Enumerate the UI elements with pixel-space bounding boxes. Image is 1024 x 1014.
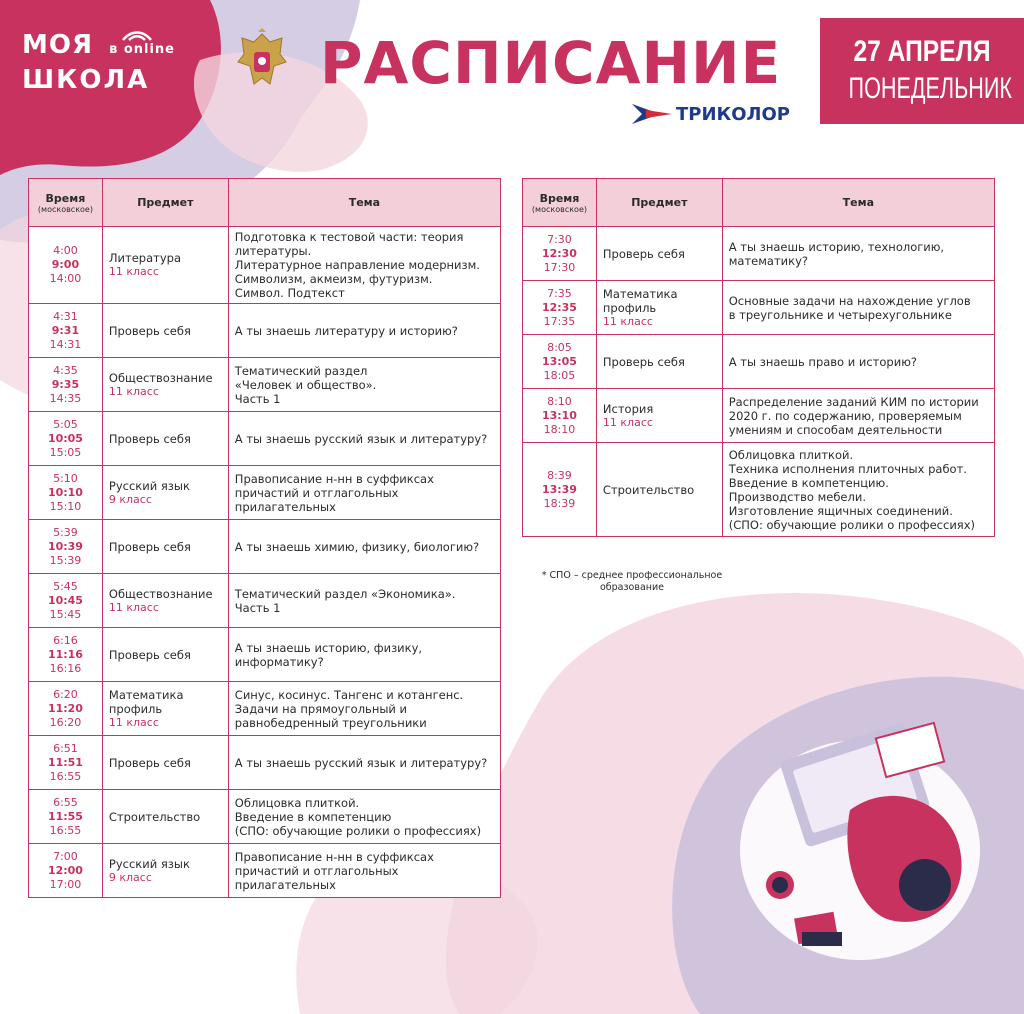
- schedule-row: [523, 389, 995, 443]
- topic-line: А ты знаешь историю, физику,: [234, 640, 423, 655]
- subject-cell: [102, 736, 228, 790]
- moscow-time: 12:35: [541, 300, 577, 314]
- subject-name: Проверь себя: [602, 246, 685, 261]
- schedule-row: [29, 628, 501, 682]
- header-subject: Предмет: [596, 179, 722, 227]
- brand-name: ТРИКОЛОР: [676, 103, 790, 125]
- logo-word-moya: МОЯ: [22, 30, 93, 60]
- topic-cell: [722, 281, 994, 335]
- schedule-row: [523, 335, 995, 389]
- time-cell: [29, 736, 103, 790]
- topic-cell: [228, 358, 500, 412]
- topic-cell: [228, 790, 500, 844]
- topic-line: Облицовка плиткой.: [728, 447, 854, 462]
- local-time: 17:30: [543, 260, 576, 274]
- topic-line: Литературное направление модернизм.: [234, 258, 480, 272]
- local-time: 16:55: [49, 769, 82, 783]
- topic-line: А ты знаешь русский язык и литературу?: [234, 755, 488, 770]
- topic-line: (СПО: обучающие ролики о профессиях): [234, 823, 482, 838]
- moscow-time: 9:35: [51, 377, 80, 391]
- schedule-row: [29, 227, 501, 304]
- local-time: 16:16: [49, 661, 82, 675]
- local-time: 18:10: [543, 422, 576, 436]
- topic-line: Тематический раздел: [234, 363, 368, 378]
- local-time: 5:10: [53, 471, 78, 485]
- schedule-row: [523, 227, 995, 281]
- local-time: 6:55: [53, 795, 78, 809]
- page-title: РАСПИСАНИЕ: [320, 29, 782, 97]
- grade-label: 11 класс: [602, 314, 653, 328]
- wifi-icon: [119, 28, 155, 42]
- moya-shkola-logo: [22, 30, 175, 95]
- moscow-time: 9:00: [51, 258, 80, 271]
- moscow-time: 11:16: [47, 647, 83, 661]
- local-time: 5:39: [53, 525, 78, 539]
- moscow-time: 9:31: [51, 323, 80, 337]
- schedule-row: [29, 682, 501, 736]
- subject-name: Строительство: [108, 809, 201, 824]
- time-cell: [523, 227, 597, 281]
- local-time: 17:35: [543, 314, 576, 328]
- moscow-time: 13:05: [541, 354, 577, 368]
- topic-line: Подготовка к тестовой части: теория литературы.: [234, 230, 464, 258]
- topic-line: информатику?: [234, 654, 324, 669]
- moscow-time: 10:05: [47, 431, 83, 445]
- topic-line: Часть 1: [234, 600, 281, 615]
- moscow-time: 11:20: [47, 701, 83, 715]
- time-cell: [523, 335, 597, 389]
- grade-label: 11 класс: [108, 715, 159, 729]
- logo-word-shkola: ШКОЛА: [22, 65, 150, 95]
- date-text: 27 АПРЕЛЯ: [853, 35, 991, 68]
- topic-cell: [228, 227, 500, 304]
- moscow-time: 12:00: [47, 863, 83, 877]
- local-time: 4:00: [53, 244, 78, 257]
- subject-cell: [596, 335, 722, 389]
- header-time: Время (московское): [523, 179, 597, 227]
- schedule-row: [29, 358, 501, 412]
- topic-line: равнобедренный треугольники: [234, 715, 427, 730]
- subject-cell: [102, 304, 228, 358]
- time-cell: [29, 574, 103, 628]
- topic-line: А ты знаешь литературу и историю?: [234, 323, 458, 338]
- subject-cell: [596, 227, 722, 281]
- schedule-table-left: [28, 178, 501, 898]
- topic-line: Распределение заданий КИМ по истории: [728, 394, 979, 409]
- local-time: 18:39: [543, 496, 576, 510]
- topic-cell: [228, 628, 500, 682]
- topic-line: умениям и способам деятельности: [728, 422, 943, 437]
- grade-label: 11 класс: [108, 384, 159, 398]
- schedule-row: [523, 443, 995, 537]
- grade-label: 9 класс: [108, 870, 152, 884]
- local-time: 18:05: [543, 368, 576, 382]
- topic-line: Часть 1: [234, 391, 281, 406]
- topic-line: Правописание н-нн в суффиксах: [234, 849, 434, 864]
- topic-cell: [228, 412, 500, 466]
- subject-name: Русский язык: [108, 856, 190, 871]
- subject-name: Проверь себя: [108, 755, 191, 770]
- subject-name: Проверь себя: [108, 323, 191, 338]
- topic-line: причастий и отглагольных: [234, 485, 399, 500]
- moscow-time: 13:39: [541, 482, 577, 496]
- moscow-time: 10:39: [47, 539, 83, 553]
- header-time: Время (московское): [29, 179, 103, 227]
- subject-name: Проверь себя: [108, 431, 191, 446]
- topic-line: Техника исполнения плиточных работ.: [728, 461, 967, 476]
- topic-line: Задачи на прямоугольный и: [234, 701, 408, 716]
- subject-name: Русский язык: [108, 478, 190, 493]
- local-time: 14:35: [49, 391, 82, 405]
- time-cell: [29, 520, 103, 574]
- subject-cell: [102, 358, 228, 412]
- subject-cell: [102, 520, 228, 574]
- subject-name: Литература: [108, 251, 181, 265]
- local-time: 7:30: [547, 232, 572, 246]
- subject-cell: [102, 466, 228, 520]
- topic-line: Производство мебели.: [728, 489, 866, 504]
- subject-name: Проверь себя: [108, 539, 191, 554]
- date-box: [820, 18, 1024, 124]
- subject-cell: [596, 389, 722, 443]
- grade-label: 11 класс: [108, 265, 159, 278]
- topic-cell: [228, 682, 500, 736]
- topic-cell: [722, 335, 994, 389]
- topic-line: Символ. Подтекст: [234, 286, 345, 300]
- header-topic: Тема: [228, 179, 500, 227]
- local-time: 6:16: [53, 633, 78, 647]
- topic-cell: [722, 389, 994, 443]
- grade-label: 11 класс: [108, 600, 159, 614]
- tricolor-brand: [632, 100, 790, 128]
- time-cell: [29, 628, 103, 682]
- topic-line: (СПО: обучающие ролики о профессиях): [728, 517, 976, 532]
- subject-cell: [596, 281, 722, 335]
- topic-line: Символизм, акмеизм, футуризм.: [234, 272, 433, 286]
- schedule-row: [29, 790, 501, 844]
- footnote: * СПО – среднее профессиональное образование: [541, 570, 723, 593]
- local-time: 6:51: [53, 741, 78, 755]
- local-time: 16:55: [49, 823, 82, 837]
- topic-line: 2020 г. по содержанию, проверяемым: [728, 408, 962, 423]
- subject-name: Проверь себя: [602, 354, 685, 369]
- logo-online: [109, 42, 175, 57]
- topic-cell: [228, 574, 500, 628]
- schedule-row: [29, 304, 501, 358]
- time-cell: [29, 358, 103, 412]
- subject-cell: [102, 412, 228, 466]
- header-topic: Тема: [722, 179, 994, 227]
- coat-of-arms-icon: [232, 28, 292, 94]
- schedule-row: [29, 412, 501, 466]
- topic-cell: [722, 443, 994, 537]
- subject-cell: [102, 628, 228, 682]
- topic-line: Основные задачи на нахождение углов: [728, 293, 971, 308]
- topic-line: прилагательных: [234, 499, 336, 514]
- subject-name: Обществознание: [108, 586, 213, 601]
- topic-line: А ты знаешь право и историю?: [728, 354, 917, 369]
- moscow-time: 13:10: [541, 408, 577, 422]
- grade-label: 11 класс: [602, 415, 653, 429]
- local-time: 5:05: [53, 417, 78, 431]
- subject-cell: [102, 574, 228, 628]
- time-cell: [29, 682, 103, 736]
- subject-cell: [102, 227, 228, 304]
- local-time: 8:10: [547, 394, 572, 408]
- time-cell: [29, 412, 103, 466]
- local-time: 15:10: [49, 499, 82, 513]
- topic-line: Облицовка плиткой.: [234, 795, 360, 810]
- schedule-table-right: [522, 178, 995, 537]
- topic-cell: [228, 520, 500, 574]
- time-cell: [29, 466, 103, 520]
- local-time: 17:00: [49, 877, 82, 891]
- topic-line: Тематический раздел «Экономика».: [234, 586, 456, 601]
- moscow-time: 11:51: [47, 755, 83, 769]
- local-time: 8:05: [547, 340, 572, 354]
- local-time: 15:45: [49, 607, 82, 621]
- topic-line: причастий и отглагольных: [234, 863, 399, 878]
- time-cell: [29, 790, 103, 844]
- subject-name: Строительство: [602, 482, 695, 497]
- topic-line: Изготовление ящичных соединений.: [728, 503, 953, 518]
- local-time: 14:31: [49, 337, 82, 351]
- student-at-laptop-illustration: [730, 700, 1024, 1000]
- subject-cell: [102, 682, 228, 736]
- moscow-time: 10:10: [47, 485, 83, 499]
- subject-name: Проверь себя: [108, 647, 191, 662]
- time-cell: [523, 281, 597, 335]
- time-cell: [523, 443, 597, 537]
- topic-line: А ты знаешь историю, технологию,: [728, 239, 945, 254]
- local-time: 6:20: [53, 687, 78, 701]
- topic-cell: [228, 736, 500, 790]
- topic-cell: [228, 466, 500, 520]
- local-time: 4:35: [53, 363, 78, 377]
- topic-line: «Человек и общество».: [234, 377, 377, 392]
- topic-line: Правописание н-нн в суффиксах: [234, 471, 434, 486]
- topic-line: Введение в компетенцию: [234, 809, 392, 824]
- subject-name: Математика профиль: [602, 286, 678, 315]
- topic-cell: [228, 304, 500, 358]
- moscow-time: 12:30: [541, 246, 577, 260]
- subject-cell: [596, 443, 722, 537]
- schedule-row: [29, 844, 501, 898]
- tricolor-logo-icon: [632, 100, 672, 128]
- moscow-time: 10:45: [47, 593, 83, 607]
- local-time: 8:39: [547, 468, 572, 482]
- topic-cell: [228, 844, 500, 898]
- local-time: 16:20: [49, 715, 82, 729]
- schedule-row: [29, 466, 501, 520]
- schedule-row: [29, 736, 501, 790]
- topic-line: Введение в компетенцию.: [728, 475, 889, 490]
- subject-name: История: [602, 401, 654, 416]
- topic-line: математику?: [728, 253, 808, 268]
- topic-cell: [722, 227, 994, 281]
- local-time: 5:45: [53, 579, 78, 593]
- subject-cell: [102, 844, 228, 898]
- time-cell: [29, 844, 103, 898]
- moscow-time: 11:55: [47, 809, 83, 823]
- schedule-row: [29, 574, 501, 628]
- time-cell: [29, 227, 103, 304]
- subject-name: Обществознание: [108, 370, 213, 385]
- time-cell: [523, 389, 597, 443]
- header-subject: Предмет: [102, 179, 228, 227]
- schedule-row: [29, 520, 501, 574]
- schedule-row: [523, 281, 995, 335]
- topic-line: Синус, косинус. Тангенс и котангенс.: [234, 687, 464, 702]
- weekday-text: ПОНЕДЕЛЬНИК: [848, 72, 1012, 105]
- subject-name: Математика профиль: [108, 687, 184, 716]
- topic-line: прилагательных: [234, 877, 336, 892]
- local-time: 15:05: [49, 445, 82, 459]
- subject-cell: [102, 790, 228, 844]
- local-time: 7:35: [547, 286, 572, 300]
- topic-line: в треугольнике и четырехугольнике: [728, 307, 952, 322]
- topic-line: А ты знаешь химию, физику, биологию?: [234, 539, 480, 554]
- logo-online-text: в online: [109, 42, 175, 57]
- grade-label: 9 класс: [108, 492, 152, 506]
- local-time: 14:00: [49, 272, 82, 285]
- topic-line: А ты знаешь русский язык и литературу?: [234, 431, 488, 446]
- local-time: 4:31: [53, 309, 78, 323]
- local-time: 7:00: [53, 849, 78, 863]
- local-time: 15:39: [49, 553, 82, 567]
- time-cell: [29, 304, 103, 358]
